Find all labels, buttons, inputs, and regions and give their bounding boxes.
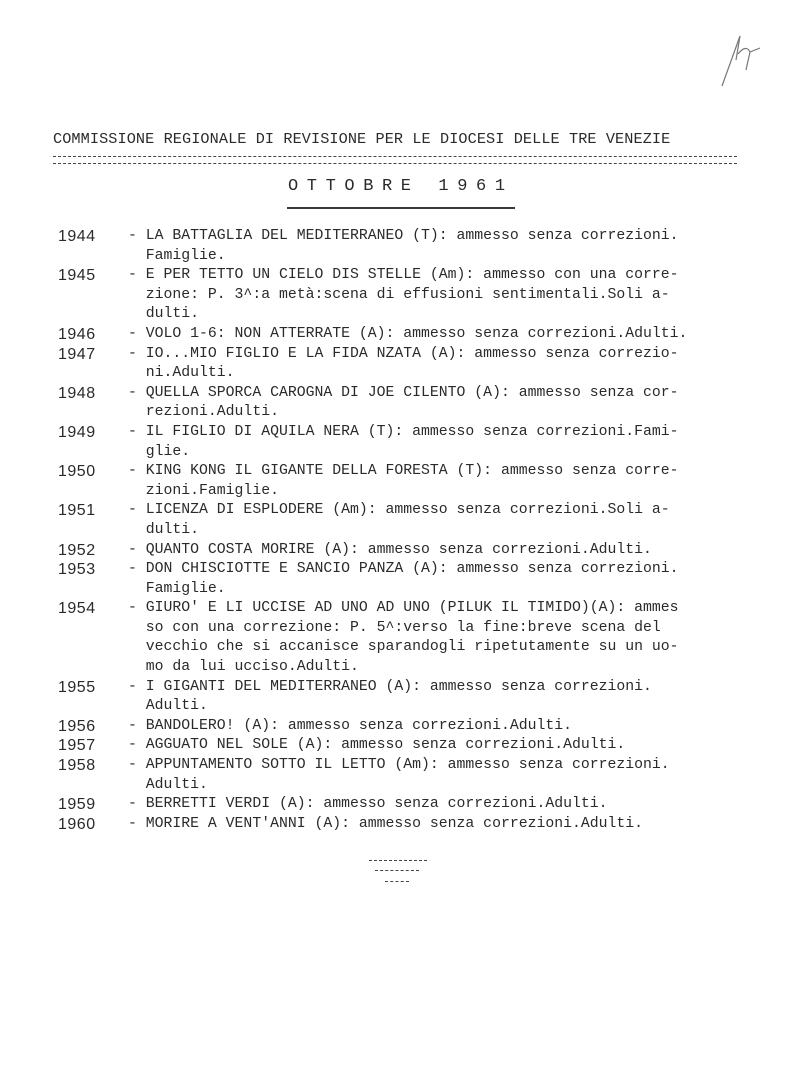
film-entry bbox=[58, 678, 758, 717]
film-entries-list bbox=[58, 227, 758, 834]
film-entry bbox=[58, 717, 758, 737]
entry-number: 1945 bbox=[58, 267, 96, 285]
entry-text-line: - GIURO' E LI UCCISE AD UNO AD UNO (PILUK IL TIMIDO)(A): ammes bbox=[128, 600, 679, 617]
entry-text-line: so con una correzione: P. 5^:verso la fine:breve scena del bbox=[128, 619, 661, 636]
film-entry bbox=[58, 736, 758, 756]
entry-text-line: - QUANTO COSTA MORIRE (A): ammesso senza correzioni.Adulti. bbox=[128, 541, 652, 558]
entry-text-line: rezioni.Adulti. bbox=[128, 404, 279, 421]
entry-text-line: dulti. bbox=[128, 521, 200, 538]
entry-text-line: ni.Adulti. bbox=[128, 365, 235, 382]
entry-number: 1955 bbox=[58, 678, 96, 696]
entry-text-line: - LA BATTAGLIA DEL MEDITERRANEO (T): ammesso senza correzioni. bbox=[128, 228, 679, 244]
entry-number: 1950 bbox=[58, 463, 96, 481]
entry-number: 1951 bbox=[58, 502, 96, 520]
film-entry bbox=[58, 501, 758, 540]
entry-text-line: - AGGUATO NEL SOLE (A): ammesso senza correzioni.Adulti. bbox=[128, 737, 626, 754]
film-entry bbox=[58, 756, 758, 795]
entry-text-line: - IO...MIO FIGLIO E LA FIDA NZATA (A): ammesso senza correzio- bbox=[128, 345, 679, 362]
entry-text-line: glie. bbox=[128, 443, 191, 460]
film-entry bbox=[58, 795, 758, 815]
entry-number: 1957 bbox=[58, 737, 96, 755]
entry-text-line: - VOLO 1-6: NON ATTERRATE (A): ammesso senza correzioni.Adulti. bbox=[128, 325, 688, 342]
handwritten-initial-mark bbox=[716, 30, 776, 90]
film-entry bbox=[58, 599, 758, 677]
film-entry bbox=[58, 423, 758, 462]
entry-text-line: - E PER TETTO UN CIELO DIS STELLE (Am): ammesso con una corre- bbox=[128, 267, 679, 284]
entry-number: 1949 bbox=[58, 423, 96, 441]
entry-text-line: zione: P. 3^:a metà:scena di effusioni sentimentali.Soli a- bbox=[128, 286, 670, 303]
entry-number: 1954 bbox=[58, 600, 96, 618]
film-entry bbox=[58, 462, 758, 501]
entry-number: 1959 bbox=[58, 796, 96, 814]
entry-text-line: Adulti. bbox=[128, 698, 208, 715]
film-entry bbox=[58, 227, 758, 266]
entry-number: 1958 bbox=[58, 757, 96, 775]
film-entry bbox=[58, 541, 758, 561]
film-entry bbox=[58, 815, 758, 835]
entry-text-line: Famiglie. bbox=[128, 247, 226, 264]
entry-text-line: mo da lui ucciso.Adulti. bbox=[128, 659, 359, 676]
document-month: OTTOBRE 1961 bbox=[288, 177, 514, 196]
entry-text-line: - I GIGANTI DEL MEDITERRANEO (A): ammesso senza correzioni. bbox=[128, 678, 652, 695]
entry-number: 1944 bbox=[58, 228, 96, 245]
entry-text-line: - KING KONG IL GIGANTE DELLA FORESTA (T): ammesso senza corre- bbox=[128, 463, 679, 480]
entry-number: 1947 bbox=[58, 345, 96, 363]
film-entry bbox=[58, 325, 758, 345]
header-double-rule bbox=[53, 156, 737, 164]
film-entry bbox=[58, 345, 758, 384]
entry-text-line: Famiglie. bbox=[128, 580, 226, 597]
entry-text-line: vecchio che si accanisce sparandogli ripetutamente su un uo- bbox=[128, 639, 679, 656]
entry-number: 1952 bbox=[58, 541, 96, 559]
entry-text-line: zioni.Famiglie. bbox=[128, 482, 279, 499]
document-header: COMMISSIONE REGIONALE DI REVISIONE PER LE DIOCESI DELLE TRE VENEZIE bbox=[53, 130, 671, 148]
entry-number: 1953 bbox=[58, 561, 96, 579]
footer-closing-dashes bbox=[365, 858, 431, 890]
entry-number: 1948 bbox=[58, 384, 96, 402]
film-entry bbox=[58, 560, 758, 599]
entry-text-line: - BANDOLERO! (A): ammesso senza correzioni.Adulti. bbox=[128, 717, 572, 734]
entry-text-line: - IL FIGLIO DI AQUILA NERA (T): ammesso senza correzioni.Fami- bbox=[128, 423, 679, 440]
entry-text-line: - DON CHISCIOTTE E SANCIO PANZA (A): ammesso senza correzioni. bbox=[128, 561, 679, 578]
entry-text-line: - QUELLA SPORCA CAROGNA DI JOE CILENTO (A): ammesso senza cor- bbox=[128, 384, 679, 401]
entry-text-line: Adulti. bbox=[128, 776, 208, 793]
entry-text-line: dulti. bbox=[128, 306, 200, 323]
month-underline bbox=[287, 207, 515, 209]
entry-text-line: - BERRETTI VERDI (A): ammesso senza correzioni.Adulti. bbox=[128, 796, 608, 813]
entry-number: 1956 bbox=[58, 717, 96, 735]
film-entry bbox=[58, 384, 758, 423]
entry-text-line: - APPUNTAMENTO SOTTO IL LETTO (Am): ammesso senza correzioni. bbox=[128, 757, 670, 774]
entry-text-line: - LICENZA DI ESPLODERE (Am): ammesso senza correzioni.Soli a- bbox=[128, 502, 670, 519]
entry-number: 1960 bbox=[58, 815, 96, 833]
entry-number: 1946 bbox=[58, 325, 96, 343]
entry-text-line: - MORIRE A VENT'ANNI (A): ammesso senza correzioni.Adulti. bbox=[128, 815, 644, 832]
film-entry bbox=[58, 266, 758, 325]
